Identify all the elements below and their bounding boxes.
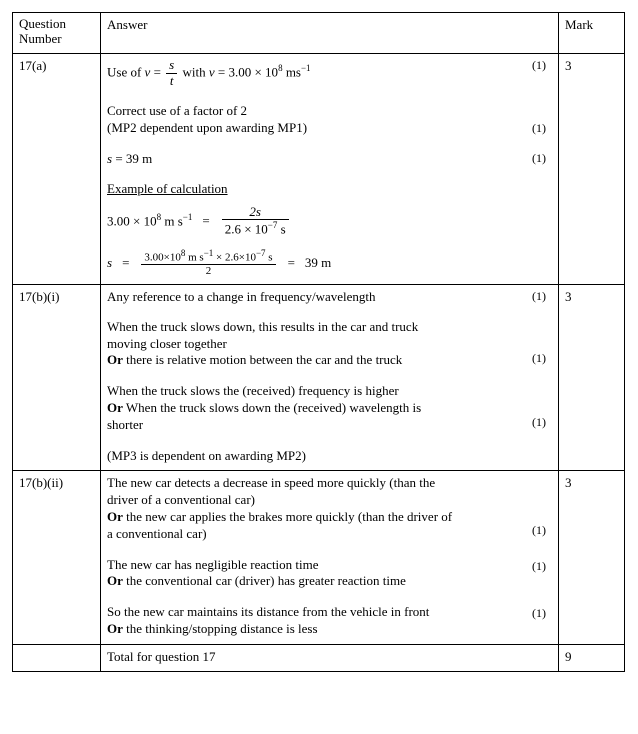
eq1-fraction-denominator — [222, 219, 289, 237]
eq2-num-tail-exponent: −7 — [255, 247, 266, 258]
bii-mp1-line1: The new car detects a decrease in speed more quickly (than the — [107, 475, 436, 491]
eq1-fraction-numerator: 2s — [249, 203, 261, 219]
bi-mp2-line1: When the truck slows down, this results in the car and truck — [107, 318, 419, 334]
mark-point-3: (1) — [532, 606, 546, 621]
eq1-left-side — [107, 212, 192, 229]
question-number-17a: 17(a) — [13, 53, 101, 284]
bi-mp3-line3: shorter — [107, 417, 144, 433]
mp1-text-mid: with — [179, 64, 209, 80]
mp1-unit: ms — [282, 64, 301, 80]
mp1-symbol-v: v — [144, 64, 151, 80]
mp1-fraction-denominator: t — [166, 73, 177, 89]
answer-block-bii-mp2 — [107, 557, 552, 591]
answer-block-bi-mp1 — [107, 289, 552, 305]
mp1-text-prefix: Use of — [107, 64, 145, 80]
or-label: Or — [107, 573, 123, 589]
bi-mp1-text: Any reference to a change in frequency/wavelength — [107, 288, 376, 304]
answer-block-mp1 — [107, 58, 552, 89]
bii-mp2-line2 — [107, 573, 552, 590]
mark-scheme-table — [12, 12, 625, 672]
eq1-den-unit: s — [277, 221, 286, 237]
question-number-17bii: 17(b)(ii) — [13, 471, 101, 645]
eq1-unit: m s — [161, 213, 183, 229]
header-question-number-line1: Question — [19, 16, 66, 31]
eq2-equals-2: = — [287, 254, 295, 270]
answer-block-bii-mp1 — [107, 475, 552, 543]
mp1-fraction-numerator: s — [169, 56, 175, 72]
question-number-17bi: 17(b)(i) — [13, 284, 101, 470]
header-question-number-line2: Number — [19, 30, 62, 46]
answer-cell-17bi — [101, 284, 559, 470]
mark-point-1: (1) — [532, 523, 546, 538]
eq2-equals-1: = — [122, 254, 130, 270]
mark-value-17bii: 3 — [559, 471, 625, 645]
answer-block-bii-mp3 — [107, 604, 552, 638]
answer-block-bi-mp3 — [107, 383, 552, 434]
eq1-unit-exponent: −1 — [182, 212, 193, 223]
eq2-fraction — [141, 248, 275, 278]
mark-value-17bi: 3 — [559, 284, 625, 470]
mp1-symbol-v2: v — [208, 64, 215, 80]
bi-mp2-line3-text: there is relative motion between the car and the truck — [122, 352, 403, 368]
mp1-value: = 3.00 × 10 — [214, 64, 279, 80]
eq1-equals: = — [202, 213, 210, 229]
bii-mp3-line1: So the new car maintains its distance from the vehicle in front — [107, 604, 430, 620]
eq2-num-unit-exponent: −1 — [203, 247, 214, 258]
mark-point-1: (1) — [532, 57, 546, 72]
bii-mp2-line1: The new car has negligible reaction time — [107, 556, 319, 572]
eq2-fraction-denominator: 2 — [141, 264, 275, 278]
answer-block-mp2 — [107, 103, 552, 137]
answer-cell-17a — [101, 53, 559, 284]
answer-block-example — [107, 181, 552, 278]
bi-note-text: (MP3 is dependent on awarding MP2) — [107, 448, 306, 464]
bi-mp2-line2: moving closer together — [107, 335, 227, 351]
eq2-result: 39 m — [304, 254, 332, 270]
mark-point-1: (1) — [532, 288, 546, 303]
eq2-num-unit: m s — [185, 251, 204, 264]
mp1-equals: = — [150, 64, 165, 80]
table-row — [13, 471, 625, 645]
header-answer: Answer — [101, 13, 559, 54]
mp2-line1: Correct use of a factor of 2 — [107, 102, 248, 118]
mark-point-3: (1) — [532, 415, 546, 430]
example-heading: Example of calculation — [107, 180, 228, 196]
total-mark: 9 — [559, 645, 625, 672]
total-label: Total for question 17 — [101, 645, 559, 672]
table-row — [13, 53, 625, 284]
eq1-den-exponent: −7 — [267, 220, 278, 231]
bii-mp1-line2: driver of a conventional car) — [107, 491, 255, 507]
eq1-exponent: 8 — [156, 212, 162, 223]
eq2-num-tail: × 2.6×10 — [213, 251, 256, 264]
eq1-fraction — [222, 205, 289, 238]
eq2-left-side: s — [107, 254, 113, 270]
bii-mp1-line4: a conventional car) — [107, 525, 207, 541]
mark-point-2: (1) — [532, 350, 546, 365]
bii-mp2-line2-text: the conventional car (driver) has greater reaction time — [122, 573, 406, 589]
answer-block-bi-mp2 — [107, 319, 552, 370]
mp3-result: = 39 m — [112, 150, 153, 166]
total-empty-cell — [13, 645, 101, 672]
or-label: Or — [107, 508, 123, 524]
or-label: Or — [107, 621, 123, 637]
eq2-num-exponent: 8 — [180, 247, 186, 258]
bi-mp2-line3 — [107, 352, 552, 369]
or-label: Or — [107, 400, 123, 416]
answer-block-bi-note — [107, 448, 552, 464]
table-header-row — [13, 13, 625, 54]
eq2-fraction-numerator — [141, 248, 275, 264]
total-row — [13, 645, 625, 672]
mark-value-17a: 3 — [559, 53, 625, 284]
mark-point-2: (1) — [532, 120, 546, 135]
bi-mp3-line1: When the truck slows the (received) frequency is higher — [107, 383, 399, 399]
mp1-fraction-s-over-t — [166, 58, 177, 89]
eq1-den-value: 2.6 × 10 — [224, 221, 268, 237]
eq2-num-value: 3.00×10 — [144, 251, 181, 264]
header-question-number — [13, 13, 101, 54]
mp1-exponent: 8 — [278, 62, 283, 73]
mp3-symbol: s — [107, 150, 113, 166]
bi-mp3-line2 — [107, 400, 552, 417]
table-row — [13, 284, 625, 470]
bii-mp3-line2-text: the thinking/stopping distance is less — [122, 621, 318, 637]
eq1-value: 3.00 × 10 — [107, 213, 157, 229]
example-equation-1 — [107, 205, 552, 238]
header-mark: Mark — [559, 13, 625, 54]
mp2-line2: (MP2 dependent upon awarding MP1) — [107, 119, 308, 135]
bii-mp3-line2 — [107, 621, 552, 638]
mp1-unit-exponent: −1 — [300, 62, 311, 73]
answer-cell-17bii — [101, 471, 559, 645]
bii-mp1-line3-text: the new car applies the brakes more quickly (than the driver of — [122, 508, 453, 524]
example-equation-2 — [107, 248, 552, 278]
bi-mp3-line2-text: When the truck slows down the (received) wavelength is — [122, 400, 422, 416]
answer-block-mp3 — [107, 151, 552, 167]
eq2-num-tail-unit: s — [265, 251, 273, 264]
bii-mp1-line3 — [107, 509, 552, 526]
mark-point-3: (1) — [532, 150, 546, 165]
mark-point-2: (1) — [532, 558, 546, 573]
or-label: Or — [107, 352, 123, 368]
